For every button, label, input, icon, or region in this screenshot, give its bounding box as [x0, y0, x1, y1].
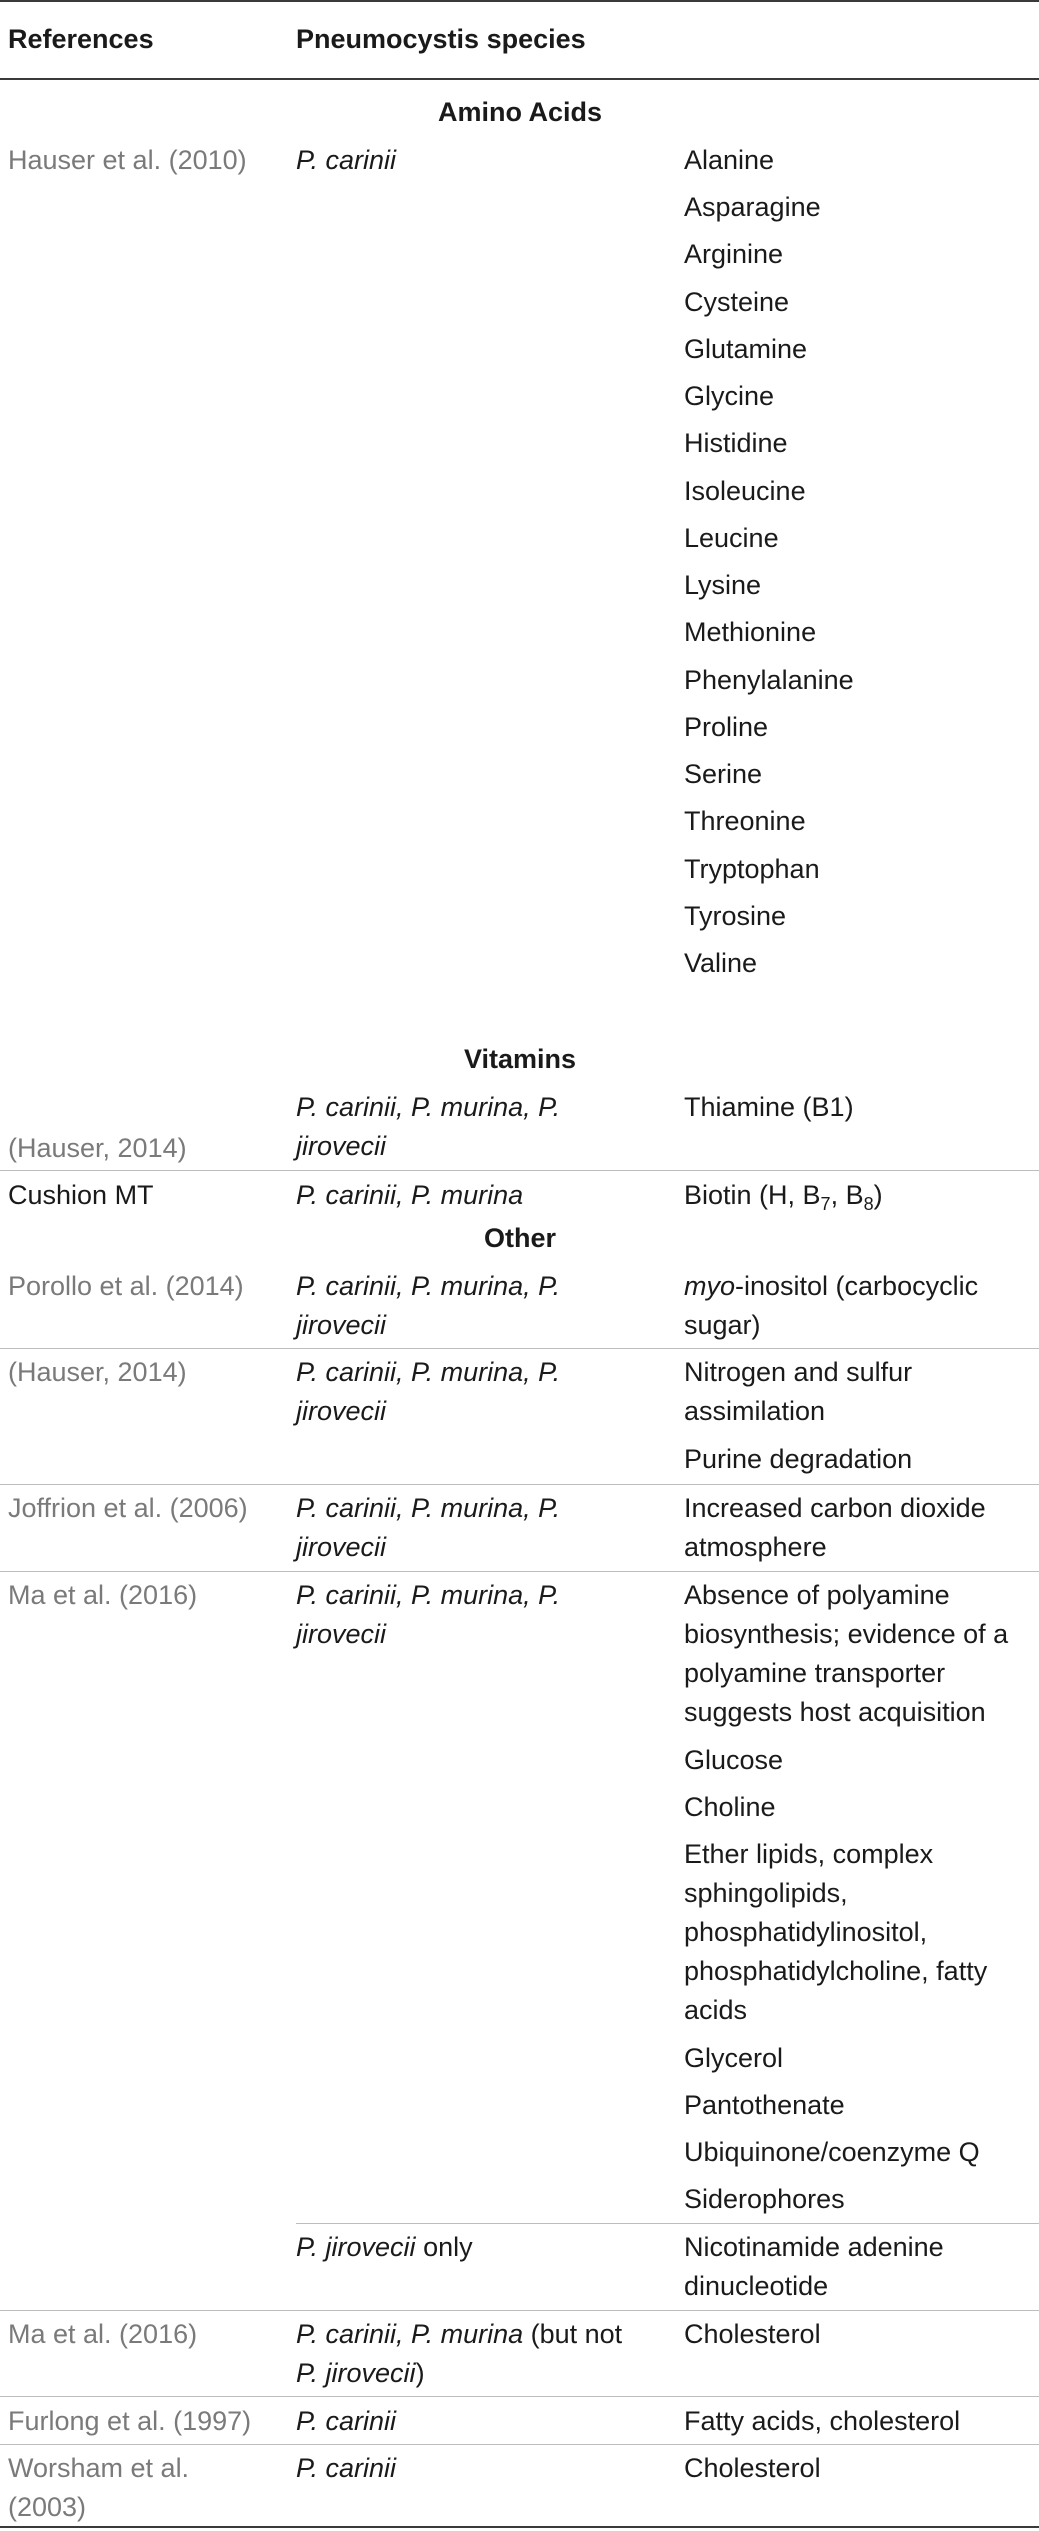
- other-item: Nitrogen and sulfur: [684, 1357, 913, 1387]
- other-item: Choline: [684, 1792, 776, 1822]
- row-divider: [0, 2310, 1039, 2311]
- biotin-sub-7: 7: [820, 1194, 831, 1214]
- other-item: polyamine transporter: [684, 1658, 946, 1688]
- other-item: acids: [684, 1995, 748, 2025]
- species-line: [296, 2354, 425, 2393]
- species-italic: P. jirovecii: [296, 2358, 416, 2388]
- header-references: References: [8, 24, 154, 54]
- amino-item: Isoleucine: [684, 476, 806, 506]
- other-item: Cholesterol: [684, 2319, 821, 2349]
- species-line: P. carinii, P. murina, P.: [296, 1493, 561, 1523]
- inositol-rest: -inositol (carbocyclic: [735, 1271, 979, 1301]
- amino-item: Serine: [684, 759, 763, 789]
- species-italic: P. carinii, P. murina: [296, 2319, 524, 2349]
- other-item-inositol: [684, 1267, 978, 1306]
- species-line: jirovecii: [296, 1310, 387, 1340]
- species-suffix: (but not: [523, 2319, 623, 2349]
- header-rule: [0, 78, 1039, 80]
- species-line: P. carinii: [296, 2406, 397, 2436]
- amino-item: Tyrosine: [684, 901, 787, 931]
- amino-item: Glutamine: [684, 334, 808, 364]
- row-divider: [0, 2396, 1039, 2397]
- amino-item: Alanine: [684, 145, 775, 175]
- other-item: Cholesterol: [684, 2453, 821, 2483]
- amino-item: Valine: [684, 948, 758, 978]
- other-item: sphingolipids,: [684, 1878, 848, 1908]
- header-species: Pneumocystis species: [296, 24, 586, 54]
- other-item: Absence of polyamine: [684, 1580, 950, 1610]
- species-italic: P. jirovecii: [296, 2232, 416, 2262]
- ref-ma-2016: Ma et al. (2016): [8, 1580, 198, 1610]
- other-item: Siderophores: [684, 2184, 845, 2214]
- ref-cushion: Cushion MT: [8, 1180, 154, 1210]
- ref-porollo: Porollo et al. (2014): [8, 1271, 244, 1301]
- species-line: P. carinii, P. murina, P.: [296, 1092, 561, 1122]
- other-item: Glycerol: [684, 2043, 784, 2073]
- inositol-prefix: myo: [684, 1271, 736, 1301]
- ref-ma-2016-b: Ma et al. (2016): [8, 2319, 198, 2349]
- amino-item: Threonine: [684, 806, 806, 836]
- other-item: sugar): [684, 1310, 761, 1340]
- other-item: suggests host acquisition: [684, 1697, 986, 1727]
- row-divider: [0, 1348, 1039, 1349]
- vitamin-item: Thiamine (B1): [684, 1092, 854, 1122]
- species-jirovecii-only: [296, 2228, 473, 2267]
- section-other: Other: [483, 1223, 556, 1253]
- species-line: P. carinii, P. murina, P.: [296, 1357, 561, 1387]
- biotin-sub-8: 8: [863, 1194, 874, 1214]
- species-line: jirovecii: [296, 1396, 387, 1426]
- section-amino-acids: Amino Acids: [437, 97, 603, 127]
- amino-item: Histidine: [684, 428, 788, 458]
- other-item: atmosphere: [684, 1532, 827, 1562]
- other-item: Increased carbon dioxide: [684, 1493, 986, 1523]
- species-suffix: only: [415, 2232, 473, 2262]
- amino-item: Glycine: [684, 381, 775, 411]
- other-item: Pantothenate: [684, 2090, 845, 2120]
- ref-hauser-2010: Hauser et al. (2010): [8, 145, 247, 175]
- ref-furlong: Furlong et al. (1997): [8, 2406, 252, 2436]
- table-bottom-rule: [0, 2526, 1039, 2528]
- amino-item: Leucine: [684, 523, 779, 553]
- ref-hauser-2014-other: (Hauser, 2014): [8, 1357, 187, 1387]
- row-divider: [0, 1571, 1039, 1572]
- species-line: jirovecii: [296, 1131, 387, 1161]
- species-line: P. carinii: [296, 2453, 397, 2483]
- amino-item: Proline: [684, 712, 769, 742]
- amino-item: Phenylalanine: [684, 665, 854, 695]
- other-item: Purine degradation: [684, 1444, 913, 1474]
- row-divider: [0, 1170, 1039, 1171]
- other-item: dinucleotide: [684, 2271, 829, 2301]
- other-item: Fatty acids, cholesterol: [684, 2406, 961, 2436]
- vitamin-item-biotin: [684, 1176, 883, 1215]
- row-divider: [0, 1484, 1039, 1485]
- row-divider: [296, 2223, 1039, 2224]
- ref-worsham: Worsham et al.: [8, 2453, 190, 2483]
- table-top-rule: [0, 0, 1039, 2]
- species-line: jirovecii: [296, 1619, 387, 1649]
- biotin-text: Biotin (H, B: [684, 1180, 821, 1210]
- section-vitamins: Vitamins: [463, 1044, 577, 1074]
- amino-item: Tryptophan: [684, 854, 820, 884]
- other-item: Ubiquinone/coenzyme Q: [684, 2137, 980, 2167]
- species-line: P. carinii, P. murina: [296, 1180, 524, 1210]
- other-item: phosphatidylcholine, fatty: [684, 1956, 988, 1986]
- species-line: [296, 2315, 622, 2354]
- ref-worsham-year: (2003): [8, 2492, 87, 2522]
- species-line: P. carinii, P. murina, P.: [296, 1580, 561, 1610]
- species-line: jirovecii: [296, 1532, 387, 1562]
- row-divider: [0, 2444, 1039, 2445]
- amino-item: Lysine: [684, 570, 762, 600]
- amino-item: Arginine: [684, 239, 784, 269]
- species-line: P. carinii, P. murina, P.: [296, 1271, 561, 1301]
- other-item: biosynthesis; evidence of a: [684, 1619, 1009, 1649]
- species-suffix: ): [415, 2358, 425, 2388]
- other-item: Nicotinamide adenine: [684, 2232, 944, 2262]
- ref-hauser-2014-vit: (Hauser, 2014): [8, 1133, 187, 1163]
- other-item: phosphatidylinositol,: [684, 1917, 928, 1947]
- biotin-text: , B: [830, 1180, 864, 1210]
- biotin-text: ): [873, 1180, 883, 1210]
- other-item: assimilation: [684, 1396, 826, 1426]
- amino-item: Cysteine: [684, 287, 790, 317]
- amino-item: Methionine: [684, 617, 817, 647]
- other-item: Ether lipids, complex: [684, 1839, 934, 1869]
- other-item: Glucose: [684, 1745, 784, 1775]
- species-amino: P. carinii: [296, 145, 397, 175]
- ref-joffrion: Joffrion et al. (2006): [8, 1493, 248, 1523]
- amino-item: Asparagine: [684, 192, 821, 222]
